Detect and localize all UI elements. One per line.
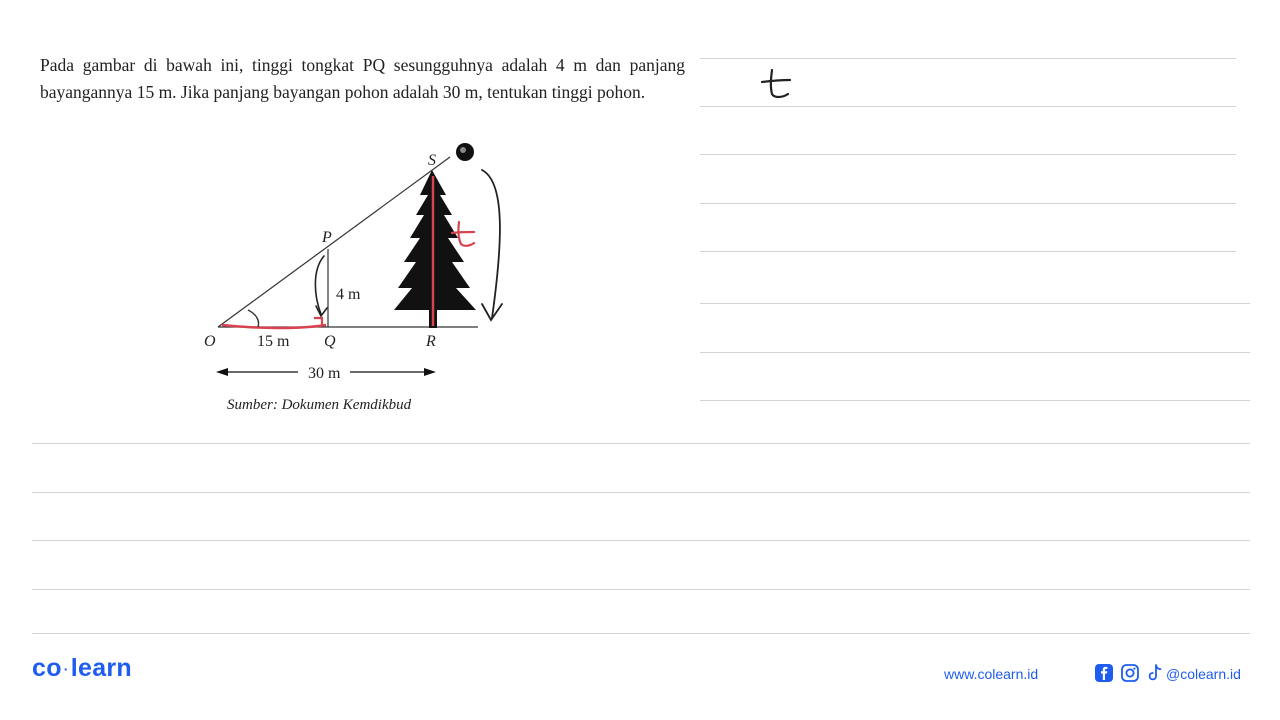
website-link[interactable]: www.colearn.id bbox=[944, 666, 1039, 682]
ruled-line bbox=[700, 400, 1250, 401]
instagram-icon[interactable] bbox=[1120, 663, 1140, 683]
ruled-line bbox=[32, 492, 1250, 493]
label-p: P bbox=[322, 229, 332, 246]
brand-left: co bbox=[32, 654, 62, 682]
ruled-line bbox=[32, 633, 1250, 634]
angle-arc-o bbox=[248, 310, 259, 327]
ruled-line bbox=[700, 58, 1236, 59]
pine-tree-icon bbox=[394, 170, 476, 328]
label-or-length: 30 m bbox=[308, 365, 341, 382]
colearn-logo bbox=[32, 654, 132, 683]
brand-dot: · bbox=[63, 661, 69, 678]
ruled-line bbox=[700, 251, 1236, 252]
ruled-line bbox=[700, 106, 1236, 107]
ruled-line bbox=[700, 203, 1236, 204]
label-s: S bbox=[428, 152, 436, 169]
handwritten-t bbox=[758, 64, 798, 104]
ruled-line bbox=[700, 303, 1250, 304]
ruled-line bbox=[700, 352, 1250, 353]
dimension-arrowhead-left bbox=[216, 368, 228, 376]
similar-triangles-figure bbox=[0, 0, 700, 440]
ruled-line bbox=[32, 443, 1250, 444]
ruled-line bbox=[32, 540, 1250, 541]
ruled-line bbox=[700, 154, 1236, 155]
handwritten-t-text: t bbox=[758, 64, 759, 65]
problem-text: Pada gambar di bawah ini, tinggi tongkat PQ sesungguhnya adalah 4 m dan panjang bayangannya 15 m. Jika panjang bayangan pohon adalah 30 m, tentukan tinggi pohon. bbox=[40, 55, 685, 102]
dimension-arrowhead-right bbox=[424, 368, 436, 376]
tree-height-arrow bbox=[482, 170, 500, 318]
tiktok-icon[interactable] bbox=[1145, 663, 1165, 683]
label-o: O bbox=[204, 333, 216, 350]
label-q: Q bbox=[324, 333, 336, 350]
label-r: R bbox=[426, 333, 436, 350]
figure-source: Sumber: Dokumen Kemdikbud bbox=[227, 397, 412, 413]
label-oq-length: 15 m bbox=[257, 333, 290, 350]
pq-arrowhead bbox=[316, 306, 327, 316]
label-pq-height: 4 m bbox=[336, 286, 361, 303]
pq-height-arrow bbox=[315, 256, 324, 314]
ruled-line bbox=[32, 589, 1250, 590]
sun-highlight bbox=[460, 147, 466, 153]
facebook-icon[interactable] bbox=[1094, 663, 1114, 683]
brand-right: learn bbox=[70, 654, 133, 682]
social-handle[interactable]: @colearn.id bbox=[1166, 666, 1241, 682]
